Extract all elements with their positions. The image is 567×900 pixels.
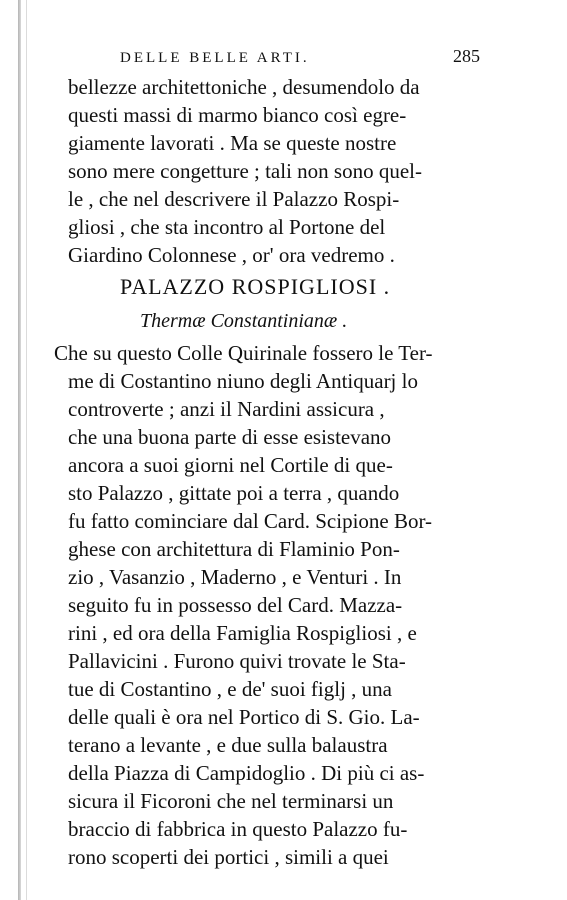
text-line: Che su questo Colle Quirinale fossero le Ter- xyxy=(54,341,433,365)
text-line: controverte ; anzi il Nardini assicura , xyxy=(68,397,385,421)
text-line: terano a levante , e due sulla balaustra xyxy=(68,733,388,757)
text-line: seguito fu in possesso del Card. Mazza- xyxy=(68,593,403,617)
text-line: sicura il Ficoroni che nel terminarsi un xyxy=(68,789,394,813)
text-line: le , che nel descrivere il Palazzo Rospi- xyxy=(68,187,400,211)
page-number: 285 xyxy=(453,46,480,66)
binding-gutter xyxy=(18,0,21,900)
text-line: sto Palazzo , gittate poi a terra , quando xyxy=(68,481,400,505)
text-line: giamente lavorati . Ma se queste nostre xyxy=(68,131,397,155)
text-line: fu fatto cominciare dal Card. Scipione Bor- xyxy=(68,509,433,533)
text-line: delle quali è ora nel Portico di S. Gio. La- xyxy=(68,705,420,729)
running-head xyxy=(120,46,480,67)
running-head-title: DELLE BELLE ARTI. xyxy=(120,50,310,66)
text-line: sono mere congetture ; tali non sono quel- xyxy=(68,159,422,183)
section-subheading: Thermæ Constantinianæ . xyxy=(140,310,348,332)
text-line: rono scoperti dei portici , simili a quei xyxy=(68,845,389,869)
section-heading: PALAZZO ROSPIGLIOSI . xyxy=(120,274,391,299)
text-line: Pallavicini . Furono quivi trovate le Sta- xyxy=(68,649,406,673)
text-line: questi massi di marmo bianco così egre- xyxy=(68,103,407,127)
text-line: della Piazza di Campidoglio . Di più ci as- xyxy=(68,761,425,785)
text-line: rini , ed ora della Famiglia Rospigliosi , e xyxy=(68,621,417,645)
text-line: Giardino Colonnese , or' ora vedremo . xyxy=(68,243,395,267)
text-line: me di Costantino niuno degli Antiquarj lo xyxy=(68,369,418,393)
text-line: che una buona parte di esse esistevano xyxy=(68,425,392,449)
text-line: tue di Costantino , e de' suoi figlj , una xyxy=(68,677,392,701)
text-line: zio , Vasanzio , Maderno , e Venturi . In xyxy=(68,565,402,589)
text-line: gliosi , che sta incontro al Portone del xyxy=(68,215,386,239)
text-line: braccio di fabbrica in questo Palazzo fu- xyxy=(68,817,408,841)
text-line: ghese con architettura di Flaminio Pon- xyxy=(68,537,400,561)
text-line: bellezze architettoniche , desumendolo da xyxy=(68,75,420,99)
binding-gutter-line xyxy=(26,0,27,900)
text-line: ancora a suoi giorni nel Cortile di que- xyxy=(68,453,393,477)
